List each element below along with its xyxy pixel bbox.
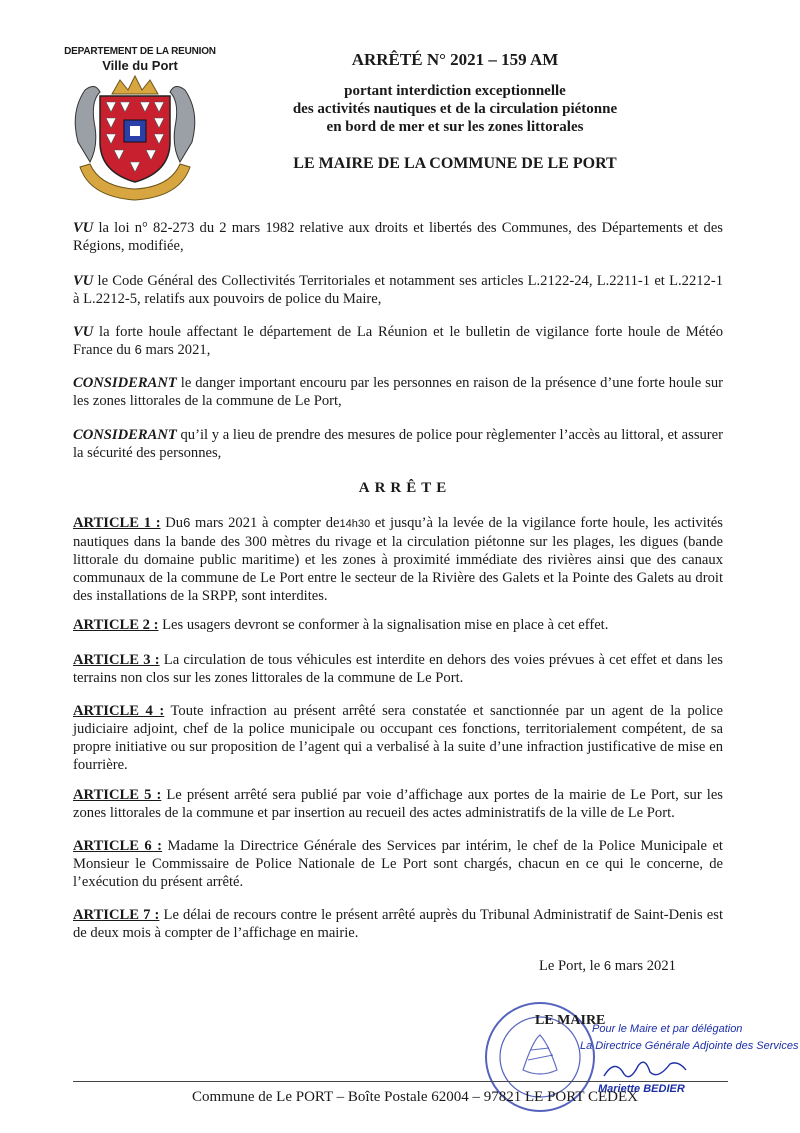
article-5 <box>73 786 723 822</box>
considerant-text: qu’il y a lieu de prendre des mesures de police pour règlementer l’accès au littoral, et assurer la sécurité des personnes, <box>73 427 723 461</box>
delegation-line-2: La Directrice Générale Adjointe des Services <box>580 1040 799 1052</box>
article-text: Le délai de recours contre le présent arrêté auprès du Tribunal Administratif de Saint-Denis est de deux mois à compter de l’affichage en mairie. <box>73 907 723 941</box>
article-label: ARTICLE 2 : <box>73 617 159 633</box>
article-text: La circulation de tous véhicules est interdite en dehors des voies prévues à cet effet et dans les terrains non clos sur les zones littorales de la commune de Le Port. <box>73 652 723 686</box>
considerant-paragraph <box>73 374 723 410</box>
article-text: et jusqu’à la levée de la vigilance forte houle, les activités nautiques dans la bande des 300 mètres du rivage et la circulation piétonne sur les plages, les digues (bande littorale du domaine public maritime) et les zones à proximité immédiate des rivières ainsi que des canaux communaux de la commune de Le Port entre le secteur de la Rivière des Galets et la Pointe des Galets au droit des installations de la SRPP, sont interdites. <box>73 515 723 604</box>
article-label: ARTICLE 7 : <box>73 907 160 923</box>
article-label: ARTICLE 5 : <box>73 787 162 803</box>
article-label: ARTICLE 4 : <box>73 703 165 719</box>
subtitle-line-3: en bord de mer et sur les zones littorales <box>326 119 584 135</box>
article-text: Du <box>160 515 184 531</box>
city-label: Ville du Port <box>102 58 178 73</box>
date-suffix: mars 2021 <box>611 958 676 974</box>
article-6 <box>73 837 723 891</box>
handwritten-day: 6 <box>134 342 142 357</box>
visa-text: le Code Général des Collectivités Territoriales et notamment ses articles L.2122-24, L.2211-1 et L.2212-1 à L.2212-5, relatifs aux pouvoirs de police du Maire, <box>73 273 723 307</box>
visa-paragraph <box>73 323 723 359</box>
article-label: ARTICLE 1 : <box>73 515 161 531</box>
visa-lead: VU <box>73 220 94 236</box>
department-label: DEPARTEMENT DE LA REUNION <box>64 46 216 57</box>
article-text: Madame la Directrice Générale des Services par intérim, le chef de la Police Municipale et Monsieur le Commissaire de Police Nationale de Le Port sont chargés, chacun en ce qui le concerne, de l’exécution du présent arrêté. <box>73 838 723 890</box>
article-2 <box>73 616 723 634</box>
visa-text-end: mars 2021, <box>141 342 211 358</box>
subtitle-line-2: des activités nautiques et de la circulation piétonne <box>292 101 618 117</box>
handwritten-time: 14h30 <box>339 518 371 530</box>
considerant-text: le danger important encouru par les personnes en raison de la présence d’une forte houle sur les zones littorales de la commune de Le Port, <box>73 375 723 409</box>
article-text: Le présent arrêté sera publié par voie d’affichage aux portes de la mairie de Le Port, sur les zones littorales de la commune et par insertion au recueil des actes administratifs de la ville de Le Port. <box>73 787 723 821</box>
date-prefix: Le Port, le <box>539 958 604 974</box>
visa-paragraph <box>73 219 723 255</box>
article-3 <box>73 651 723 687</box>
signature-date <box>539 958 676 975</box>
handwritten-day: 6 <box>183 515 191 530</box>
article-label: ARTICLE 3 : <box>73 652 160 668</box>
arrete-heading: ARRÊTE <box>358 480 452 496</box>
visa-paragraph <box>73 272 723 308</box>
article-text: mars 2021 à compter de <box>190 515 340 531</box>
article-label: ARTICLE 6 : <box>73 838 163 854</box>
article-7 <box>73 906 723 942</box>
article-text: Toute infraction au présent arrêté sera constatée et sanctionnée par un agent de la police judiciaire adjoint, chef de la police municipale ou occupant ces fonctions, territorialement compétent, de sa propre initiative ou sur proposition de l’agent qui a verbalisé à la suite d’une infraction justificative de mise en fourrière. <box>73 703 723 773</box>
subtitle-line-1: portant interdiction exceptionnelle <box>344 83 566 99</box>
visa-text: la forte houle affectant le département de La Réunion et le bulletin de vigilance forte houle de Météo France du <box>73 324 723 358</box>
coat-of-arms-icon <box>70 72 200 202</box>
signer-name: Mariette BEDIER <box>598 1083 685 1095</box>
visa-lead: VU <box>73 273 94 289</box>
visa-lead: VU <box>73 324 94 340</box>
subtitle <box>230 82 680 136</box>
footer-address: Commune de Le PORT – Boîte Postale 62004 – 97821 LE PORT CEDEX <box>192 1089 638 1105</box>
article-4 <box>73 702 723 774</box>
handwritten-signature-icon <box>600 1056 690 1084</box>
article-1 <box>73 514 723 605</box>
delegation-line-1: Pour le Maire et par délégation <box>592 1023 743 1035</box>
footer-divider <box>73 1081 728 1082</box>
considerant-lead: CONSIDERANT <box>73 427 177 443</box>
visa-text: la loi n° 82-273 du 2 mars 1982 relative aux droits et libertés des Communes, des Départements et des Régions, modifiée, <box>73 220 723 254</box>
page-title: ARRÊTÉ N° 2021 – 159 AM <box>351 50 559 69</box>
maire-heading: LE MAIRE DE LA COMMUNE DE LE PORT <box>293 155 617 172</box>
article-text: Les usagers devront se conformer à la signalisation mise en place à cet effet. <box>158 617 609 633</box>
handwritten-day: 6 <box>603 958 612 973</box>
considerant-paragraph <box>73 426 723 462</box>
considerant-lead: CONSIDERANT <box>73 375 177 391</box>
maire-signature-title: LE MAIRE <box>535 1013 606 1028</box>
